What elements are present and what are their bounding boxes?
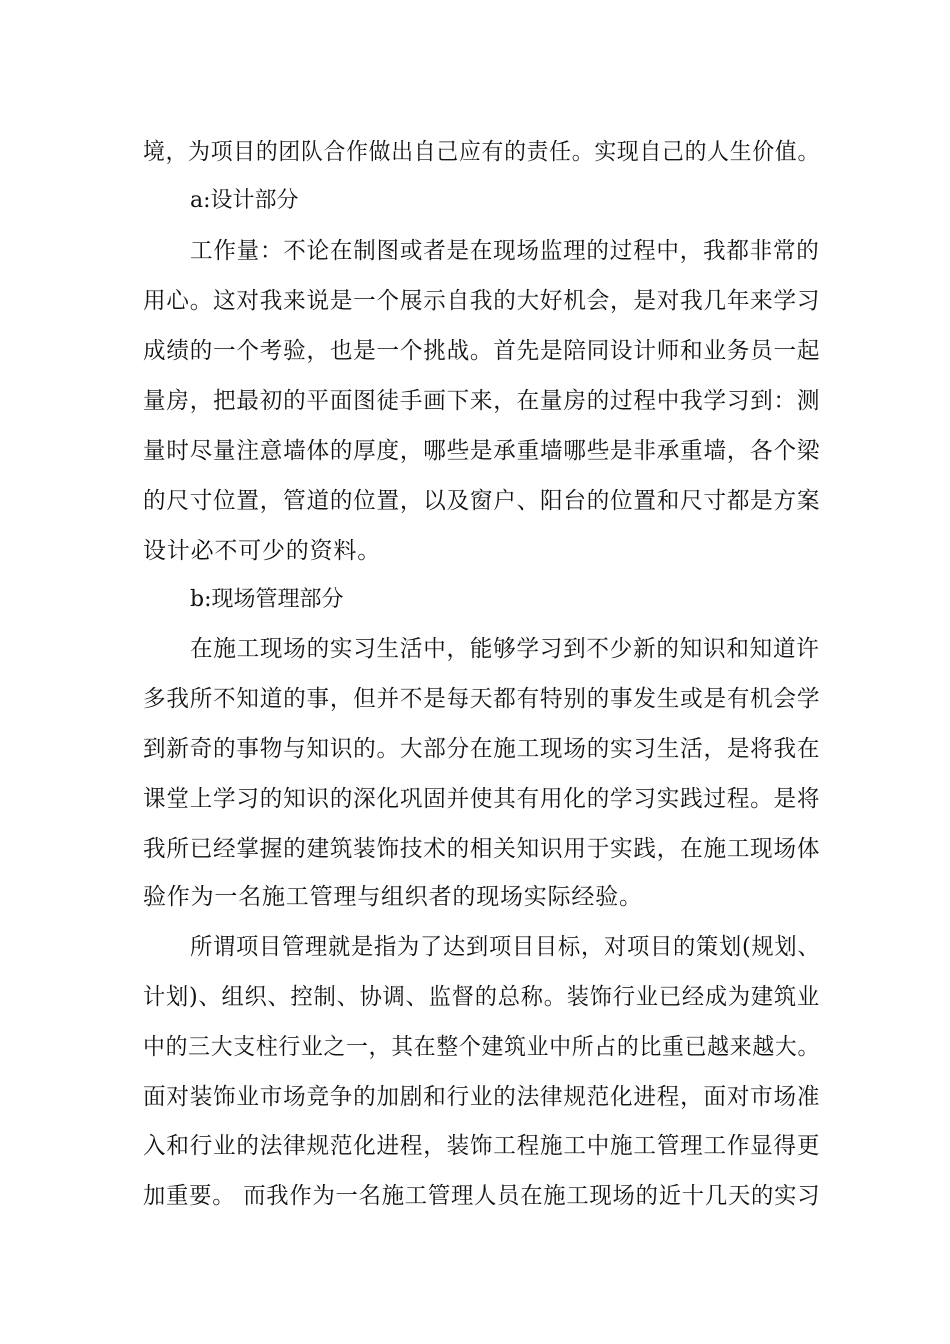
section-heading-site-management: b:现场管理部分 bbox=[190, 587, 344, 612]
text-line: 计划)、组织、控制、协调、监督的总称。装饰行业已经成为建筑业 bbox=[143, 984, 820, 1010]
text-line: 课堂上学习的知识的深化巩固并使其有用化的学习实践过程。是将 bbox=[143, 786, 821, 812]
text-line: 入和行业的法律规范化进程，装饰工程施工中施工管理工作显得更 bbox=[143, 1133, 821, 1159]
text-line: 在施工现场的实习生活中，能够学习到不少新的知识和知道许 bbox=[190, 636, 820, 662]
text-line: 面对装饰业市场竞争的加剧和行业的法律规范化进程，面对市场准 bbox=[143, 1084, 821, 1110]
text-line: 中的三大支柱行业之一，其在整个建筑业中所占的比重已越来越大。 bbox=[143, 1034, 821, 1060]
text-line: 境，为项目的团队合作做出自己应有的责任。实现自己的人生价值。 bbox=[143, 139, 821, 165]
text-line: 到新奇的事物与知识的。大部分在施工现场的实习生活，是将我在 bbox=[143, 736, 821, 762]
text-line: 的尺寸位置，管道的位置，以及窗户、阳台的位置和尺寸都是方案 bbox=[143, 488, 821, 514]
text-line: 所谓项目管理就是指为了达到项目目标，对项目的策划(规划、 bbox=[190, 934, 821, 960]
section-heading-design: a:设计部分 bbox=[190, 188, 299, 213]
text-line: 工作量：不论在制图或者是在现场监理的过程中，我都非常的 bbox=[190, 238, 820, 264]
text-line: 我所已经掌握的建筑装饰技术的相关知识用于实践，在施工现场体 bbox=[143, 836, 821, 862]
text-line: 量房，把最初的平面图徒手画下来，在量房的过程中我学习到：测 bbox=[143, 388, 821, 414]
text-line: 成绩的一个考验，也是一个挑战。首先是陪同设计师和业务员一起 bbox=[143, 338, 821, 364]
text-line: 设计必不可少的资料。 bbox=[143, 538, 381, 564]
text-line: 量时尽量注意墙体的厚度，哪些是承重墙哪些是非承重墙，各个梁 bbox=[143, 438, 821, 464]
text-line: 用心。这对我来说是一个展示自我的大好机会，是对我几年来学习 bbox=[143, 288, 821, 314]
text-line: 加重要。 而我作为一名施工管理人员在施工现场的近十几天的实习 bbox=[143, 1183, 821, 1209]
text-line: 多我所不知道的事，但并不是每天都有特别的事发生或是有机会学 bbox=[143, 686, 821, 712]
text-line: 验作为一名施工管理与组织者的现场实际经验。 bbox=[143, 884, 643, 910]
